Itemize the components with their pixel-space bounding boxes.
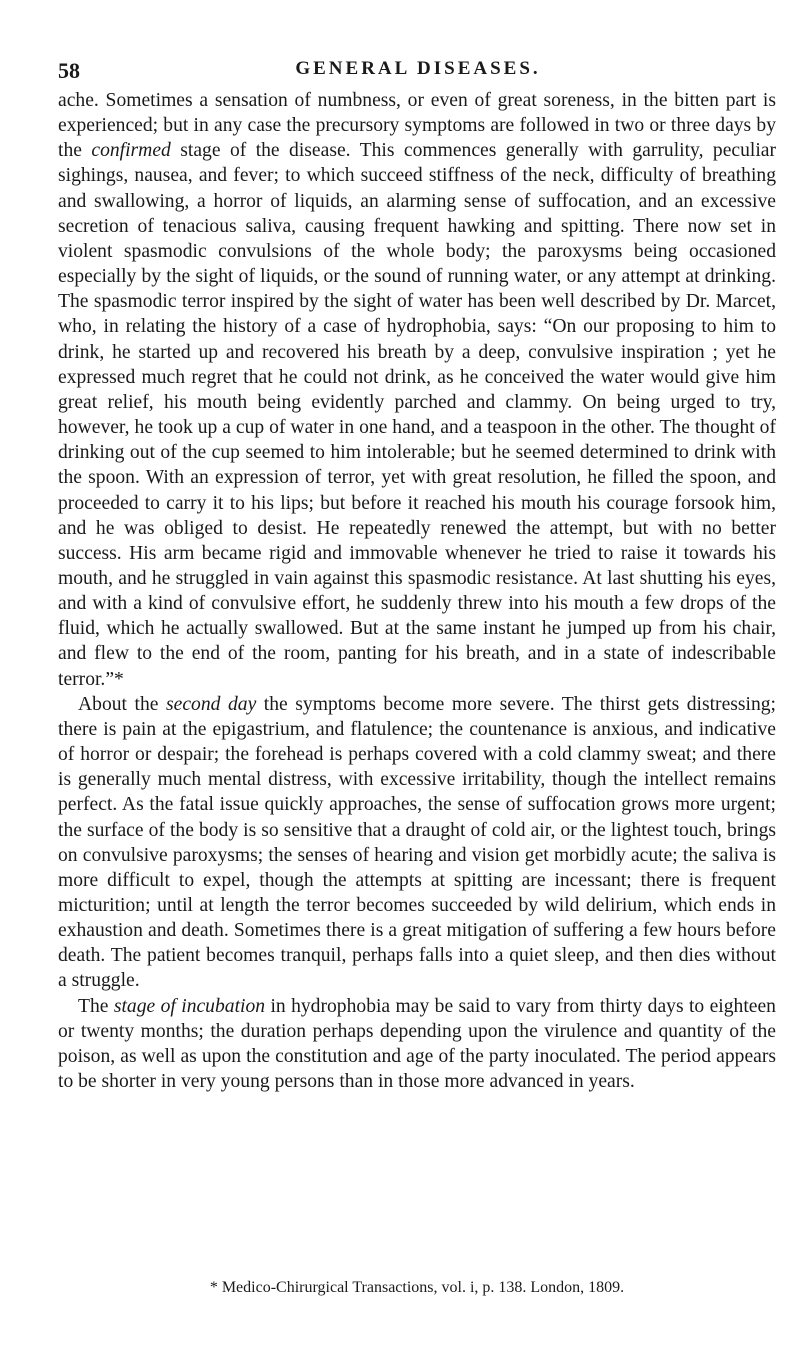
paragraph-text: the symptoms become more severe. The thirst gets distressing; there is pain at the epigastrium, and flatulence; the countenance is anxious, and indicative of horror or despair; the forehead is perhaps covered with a cold clammy sweat; and there is generally much mental distress, with excessive irritability, though the intellect remains perfect. As the fatal issue quickly approaches, the sense of suffocation grows more urgent; the surface of the body is so sensitive that a draught of cold air, or the lightest touch, brings on convulsive paroxysms; the senses of hearing and vision get morbidly acute; the saliva is more difficult to expel, though the attempts at spitting are incessant; there is frequent micturition; until at length the terror becomes succeeded by wild delirium, which ends in exhaustion and death. Sometimes there is a great mitigation of suffering a few hours before death. The patient becomes tranquil, perhaps falls into a quiet sleep, and then dies without a struggle. xyxy=(58,693,776,992)
paragraph-text: stage of the disease. This commences generally with garrulity, peculiar sighings, nausea, and fever; to which succeed stiffness of the neck, difficulty of breathing and swallowing, a horror of liquids, an alarming sense of suffocation, and an excessive secretion of tenacious saliva, causing frequent hawking and spitting. There now set in violent spasmodic convulsions of the whole body; the paroxysms being occasioned especially by the sight of liquids, or the sound of running water, or any attempt at drinking. The spasmodic terror inspired by the sight of water has been well described by Dr. Marcet, who, in relating the history of a case of hydrophobia, says: “On our proposing to him to drink, he started up and recovered his breath by a deep, convulsive inspiration ; yet he expressed much regret that he could not drink, as he conceived the water would give him great relief, his mouth being evidently parched and clammy. On being urged to try, however, he took up a cup of water in one hand, and a teaspoon in the other. The thought of drinking out of the cup seemed to him intolerable; but he seemed determined to drink with the spoon. With an expression of terror, yet with great resolution, he filled the spoon, and proceeded to carry it to his lips; but before it reached his mouth his courage forsook him, and he was obliged to desist. He repeatedly renewed the attempt, but with no better success. His arm became rigid and immovable whenever he tried to raise it towards his mouth, and he struggled in vain against this spasmodic resistance. At last shutting his eyes, and with a kind of convulsive effort, he suddenly threw into his mouth a few drops of the fluid, which he actually swallowed. But at the same instant he jumped up from his chair, and flew to the end of the room, panting for his breath, and in a state of indescribable terror.”* xyxy=(58,140,776,690)
paragraph-text: About the xyxy=(78,693,167,715)
emphasis: confirmed xyxy=(91,140,171,162)
page-number: 58 xyxy=(58,58,80,83)
paragraph-continued xyxy=(58,88,776,692)
paragraph-text: in hydrophobia may be said to vary from thirty days to eighteen or twenty months; the duration perhaps depending upon the virulence and quantity of the poison, as well as upon the constitution and age of the party inoculated. The period appears to be shorter in very young persons than in those more advanced in years. xyxy=(58,995,776,1093)
emphasis: stage of incubation xyxy=(113,995,266,1017)
paragraph-text: ache. Sometimes a sensation of numbness, or even of great soreness, in the bitten part is experienced; but in any case the precursory symptoms are followed in two or three days by the xyxy=(58,90,776,162)
paragraph-text: The xyxy=(78,995,114,1017)
body-text xyxy=(58,88,776,1094)
footnote: * Medico-Chirurgical Transactions, vol. i, p. 138. London, 1809. xyxy=(209,1279,625,1296)
paragraph-second-day xyxy=(58,692,776,994)
running-title: GENERAL DISEASES. xyxy=(295,58,541,79)
paragraph-incubation xyxy=(58,994,776,1095)
running-head xyxy=(58,58,778,84)
emphasis: second day xyxy=(166,693,257,715)
